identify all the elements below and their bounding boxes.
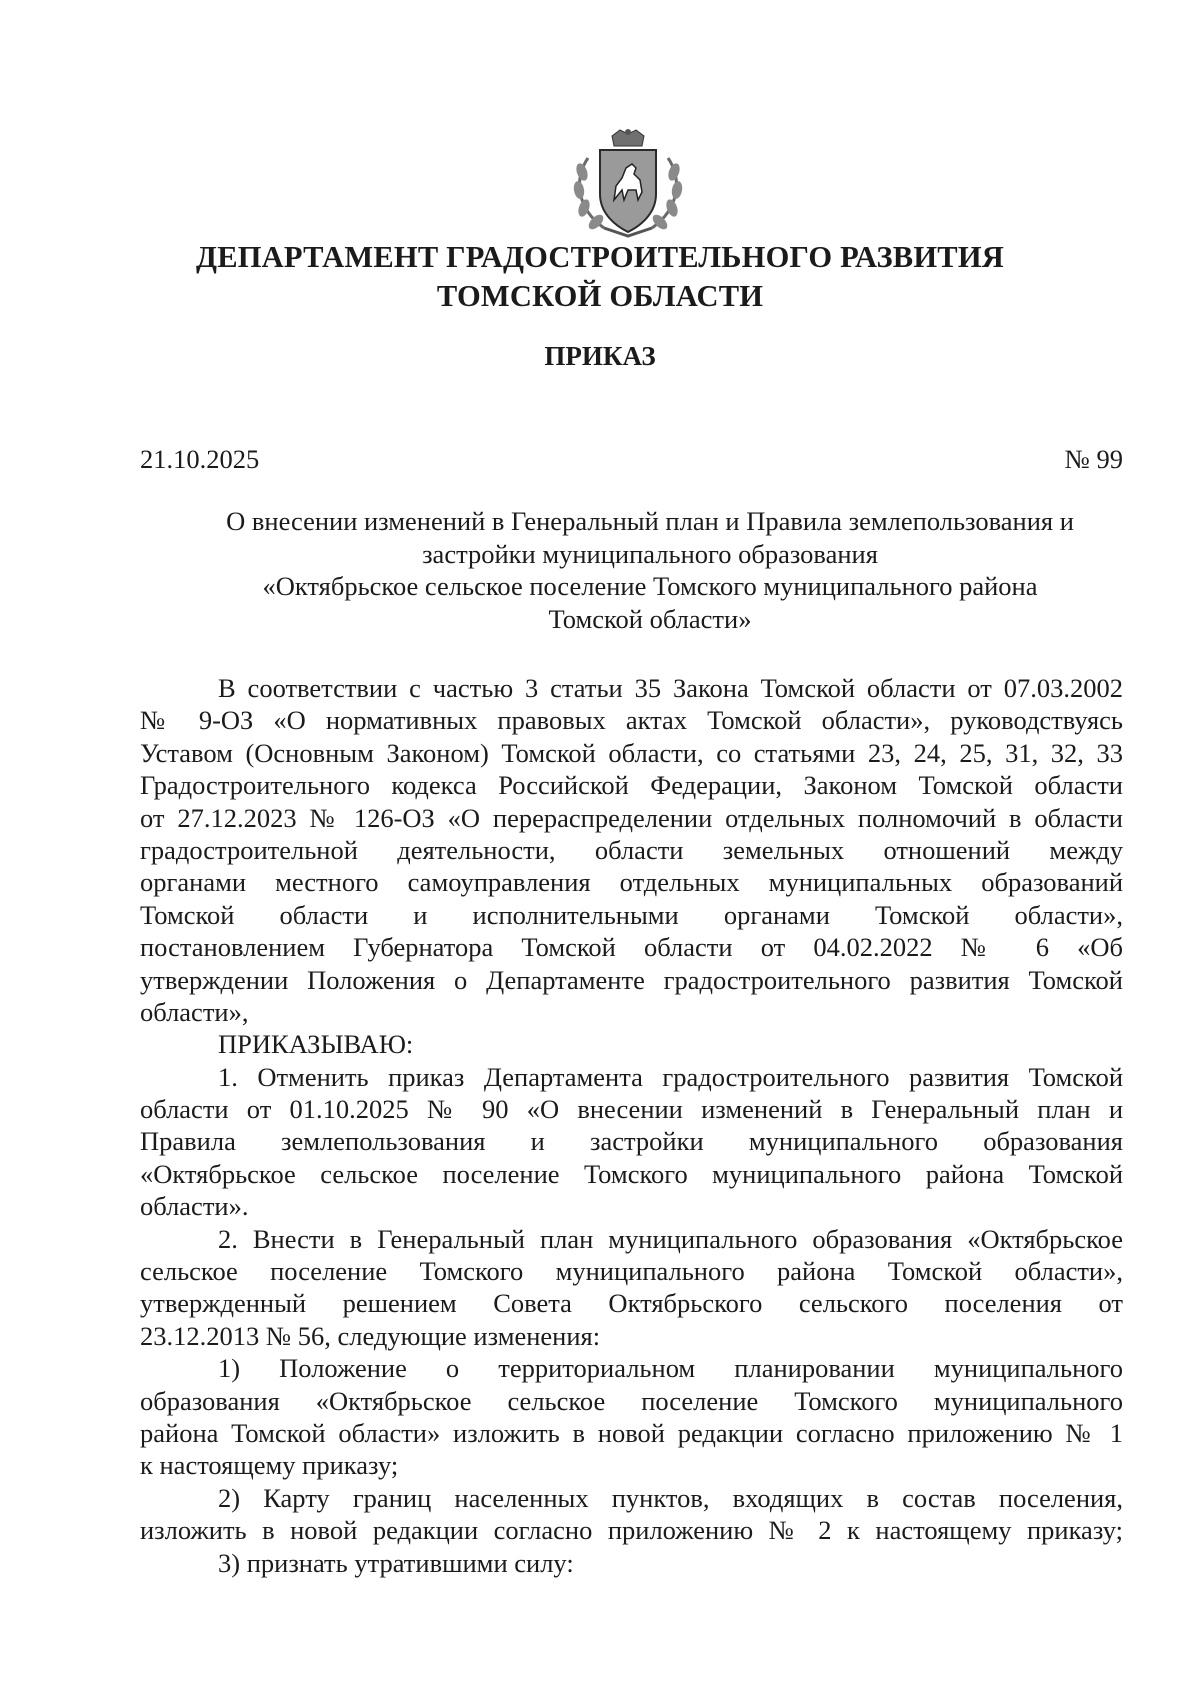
department-title-line-2: ТОМСКОЙ ОБЛАСТИ (436, 279, 764, 313)
order-subject (180, 505, 1120, 635)
body-text-line: сельское поселение Томского муниципального района Томской области», (140, 1256, 1123, 1287)
body-text-line: постановлением Губернатора Томской области от 04.02.2022 № 6 «Об (140, 932, 1123, 963)
body-text-line: № 9-ОЗ «О нормативных правовых актах Томской области», руководствуясь (140, 705, 1123, 736)
subject-line: О внесении изменений в Генеральный план и Правила землепользования и (226, 506, 1074, 536)
body-text-line: 3) признать утратившими силу: (218, 1547, 574, 1578)
tomsk-oblast-coat-of-arms-icon (570, 128, 686, 240)
order-body (140, 672, 1123, 1579)
body-text-line: Уставом (Основным Законом) Томской области, со статьями 23, 24, 25, 31, 32, 33 (140, 737, 1123, 768)
department-title-line-1: ДЕПАРТАМЕНТ ГРАДОСТРОИТЕЛЬНОГО РАЗВИТИЯ (196, 240, 1004, 274)
body-text-line: органами местного самоуправления отдельных муниципальных образований (140, 867, 1123, 898)
body-text-line: 2) Карту границ населенных пунктов, входящих в состав поселения, (218, 1482, 1123, 1513)
subject-line: застройки муниципального образования (422, 538, 878, 569)
document-type: ПРИКАЗ (544, 341, 656, 371)
body-text-line: области от 01.10.2025 № 90 «О внесении изменений в Генеральный план и (140, 1094, 1123, 1125)
body-text-line: В соответствии с частью 3 статьи 35 Закона Томской области от 07.03.2002 (218, 673, 1123, 703)
body-text-line: района Томской области» изложить в новой редакции согласно приложению № 1 (140, 1417, 1123, 1448)
body-text-line: 1) Положение о территориальном планировании муниципального (218, 1353, 1123, 1384)
body-text-line: градостроительной деятельности, области земельных отношений между (140, 834, 1123, 865)
body-text-line: утверждении Положения о Департаменте градостроительного развития Томской (140, 964, 1123, 995)
body-text-line: изложить в новой редакции согласно приложению № 2 к настоящему приказу; (140, 1515, 1123, 1546)
body-text-line: 2. Внести в Генеральный план муниципального образования «Октябрьское (218, 1223, 1123, 1254)
body-text-line: Томской области и исполнительными органами Томской области», (140, 899, 1123, 930)
body-text-line: области». (140, 1191, 249, 1222)
order-number: № 99 (1064, 444, 1123, 474)
body-text-line: к настоящему приказу; (140, 1450, 399, 1481)
body-text-line: 23.12.2013 № 56, следующие изменения: (140, 1320, 601, 1351)
body-text-line: области», (140, 996, 249, 1027)
body-text-line: ПРИКАЗЫВАЮ: (218, 1029, 414, 1060)
body-text-line: «Октябрьское сельское поселение Томского муниципального района Томской (140, 1158, 1123, 1189)
body-text-line: образования «Октябрьское сельское поселение Томского муниципального (140, 1385, 1123, 1416)
body-text-line: Правила землепользования и застройки муниципального образования (140, 1126, 1123, 1157)
body-text-line: Градостроительного кодекса Российской Федерации, Законом Томской области (140, 770, 1123, 801)
department-title (0, 238, 1200, 316)
subject-line: Томской области» (548, 603, 752, 634)
body-text-line: утвержденный решением Совета Октябрьского сельского поселения от (140, 1288, 1123, 1319)
order-date: 21.10.2025 (140, 444, 260, 474)
body-text-line: от 27.12.2023 № 126-ОЗ «О перераспределении отдельных полномочий в области (140, 802, 1123, 833)
subject-line: «Октябрьское сельское поселение Томского муниципального района (262, 571, 1038, 601)
body-text-line: 1. Отменить приказ Департамента градостроительного развития Томской (218, 1061, 1123, 1092)
